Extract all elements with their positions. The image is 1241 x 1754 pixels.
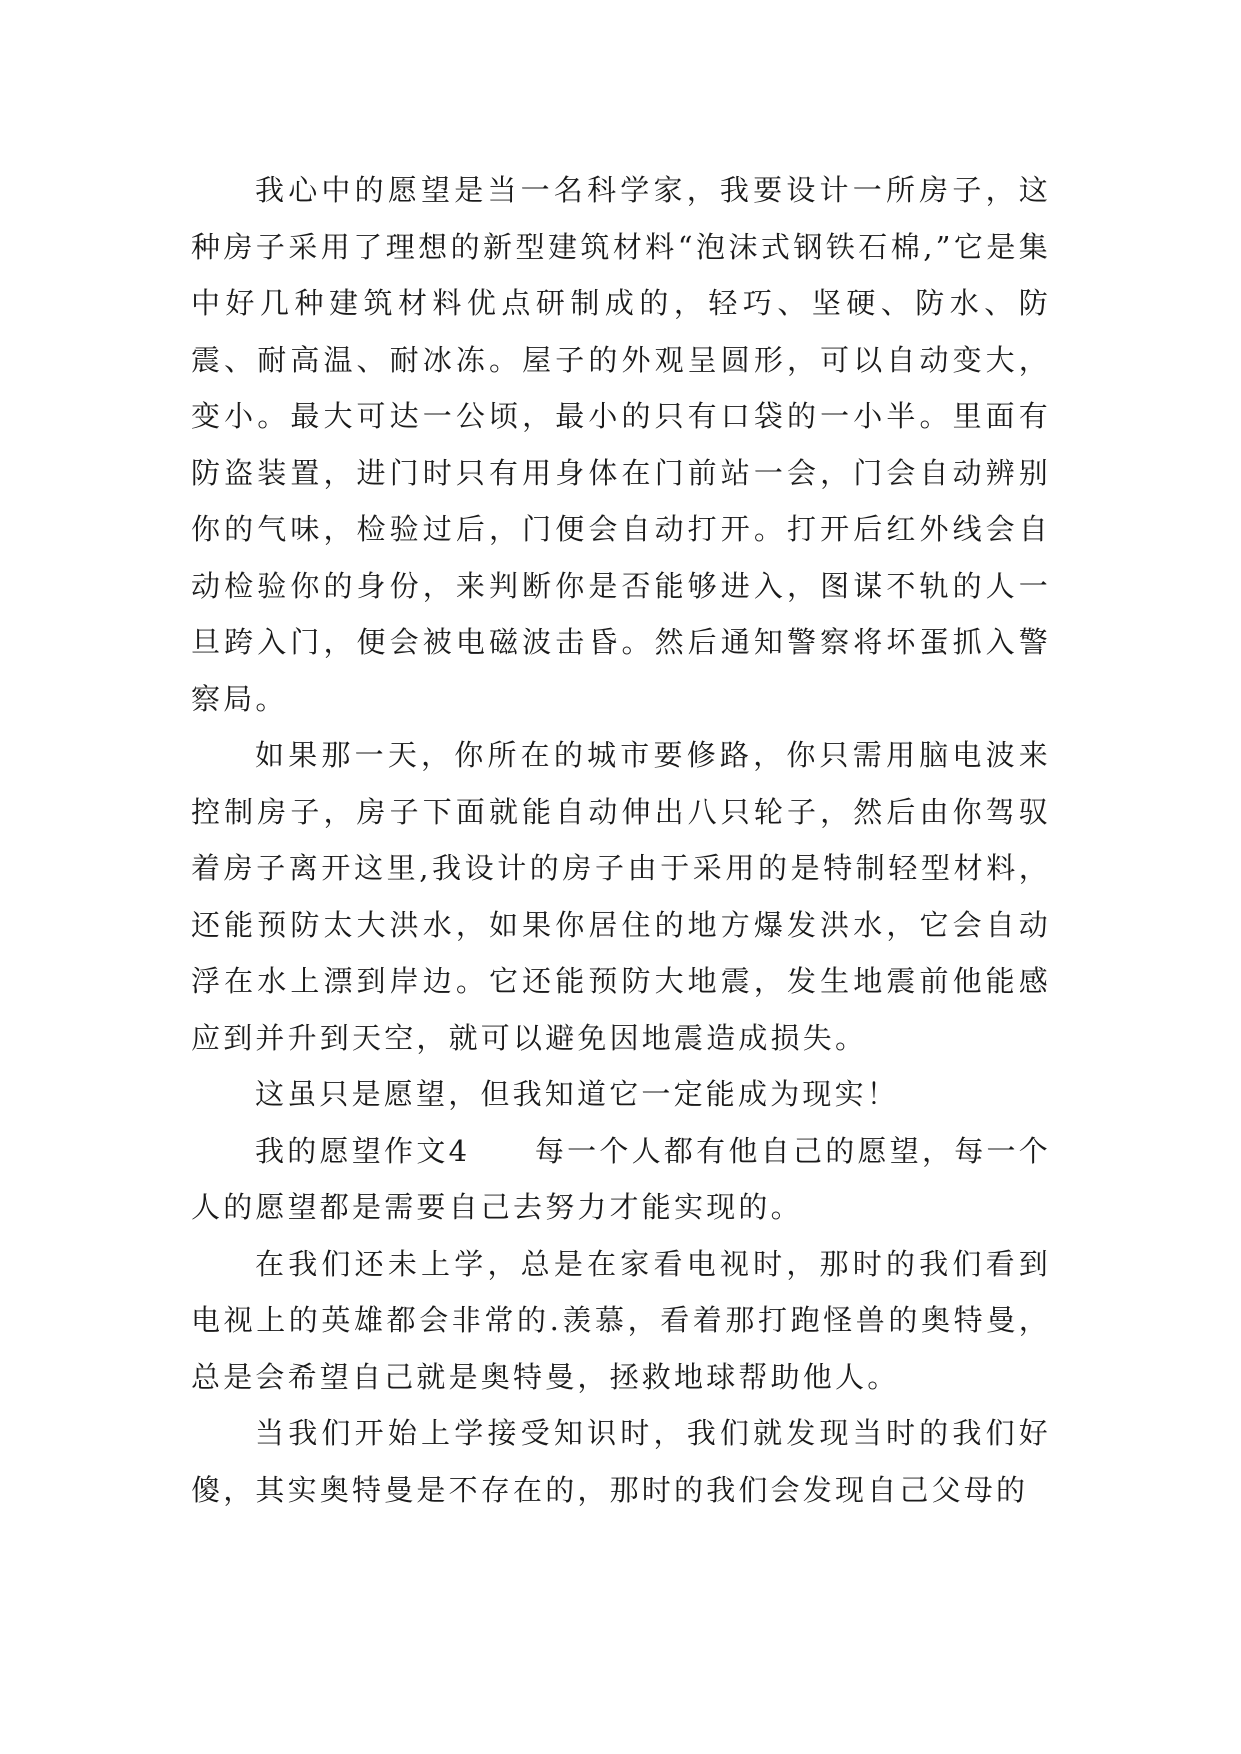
paragraph-1: 我心中的愿望是当一名科学家，我要设计一所房子，这种房子采用了理想的新型建筑材料“泡沫式钢铁石棉,”它是集中好几种建筑材料优点研制成的，轻巧、坚硬、防水、防震、耐高温、耐冰冻。屋子的外观呈圆形，可以自动变大，变小。最大可达一公顷，最小的只有口袋的一小半。里面有防盗装置，进门时只有用身体在门前站一会，门会自动辨别你的气味，检验过后，门便会自动打开。打开后红外线会自动检验你的身份，来判断你是否能够进入，图谋不轨的人一旦跨入门，便会被电磁波击昏。然后通知警察将坏蛋抓入警察局。 xyxy=(191,173,1051,716)
paragraph-6: 当我们开始上学接受知识时，我们就发现当时的我们好傻，其实奥特曼是不存在的，那时的我们会发现自己父母的 xyxy=(191,1416,1051,1507)
paragraph-4: 我的愿望作文4 每一个人都有他自己的愿望，每一个人的愿望都是需要自己去努力才能实现的。 xyxy=(191,1133,1051,1224)
document-body xyxy=(191,162,1051,1518)
paragraph-5: 在我们还未上学，总是在家看电视时，那时的我们看到电视上的英雄都会非常的.羡慕，看着那打跑怪兽的奥特曼，总是会希望自己就是奥特曼，拯救地球帮助他人。 xyxy=(191,1246,1051,1394)
paragraph-2: 如果那一天，你所在的城市要修路，你只需用脑电波来控制房子，房子下面就能自动伸出八只轮子，然后由你驾驭着房子离开这里,我设计的房子由于采用的是特制轻型材料，还能预防太大洪水，如果你居住的地方爆发洪水，它会自动浮在水上漂到岸边。它还能预防大地震，发生地震前他能感应到并升到天空，就可以避免因地震造成损失。 xyxy=(191,738,1051,1055)
paragraph-3: 这虽只是愿望，但我知道它一定能成为现实！ xyxy=(255,1077,900,1111)
